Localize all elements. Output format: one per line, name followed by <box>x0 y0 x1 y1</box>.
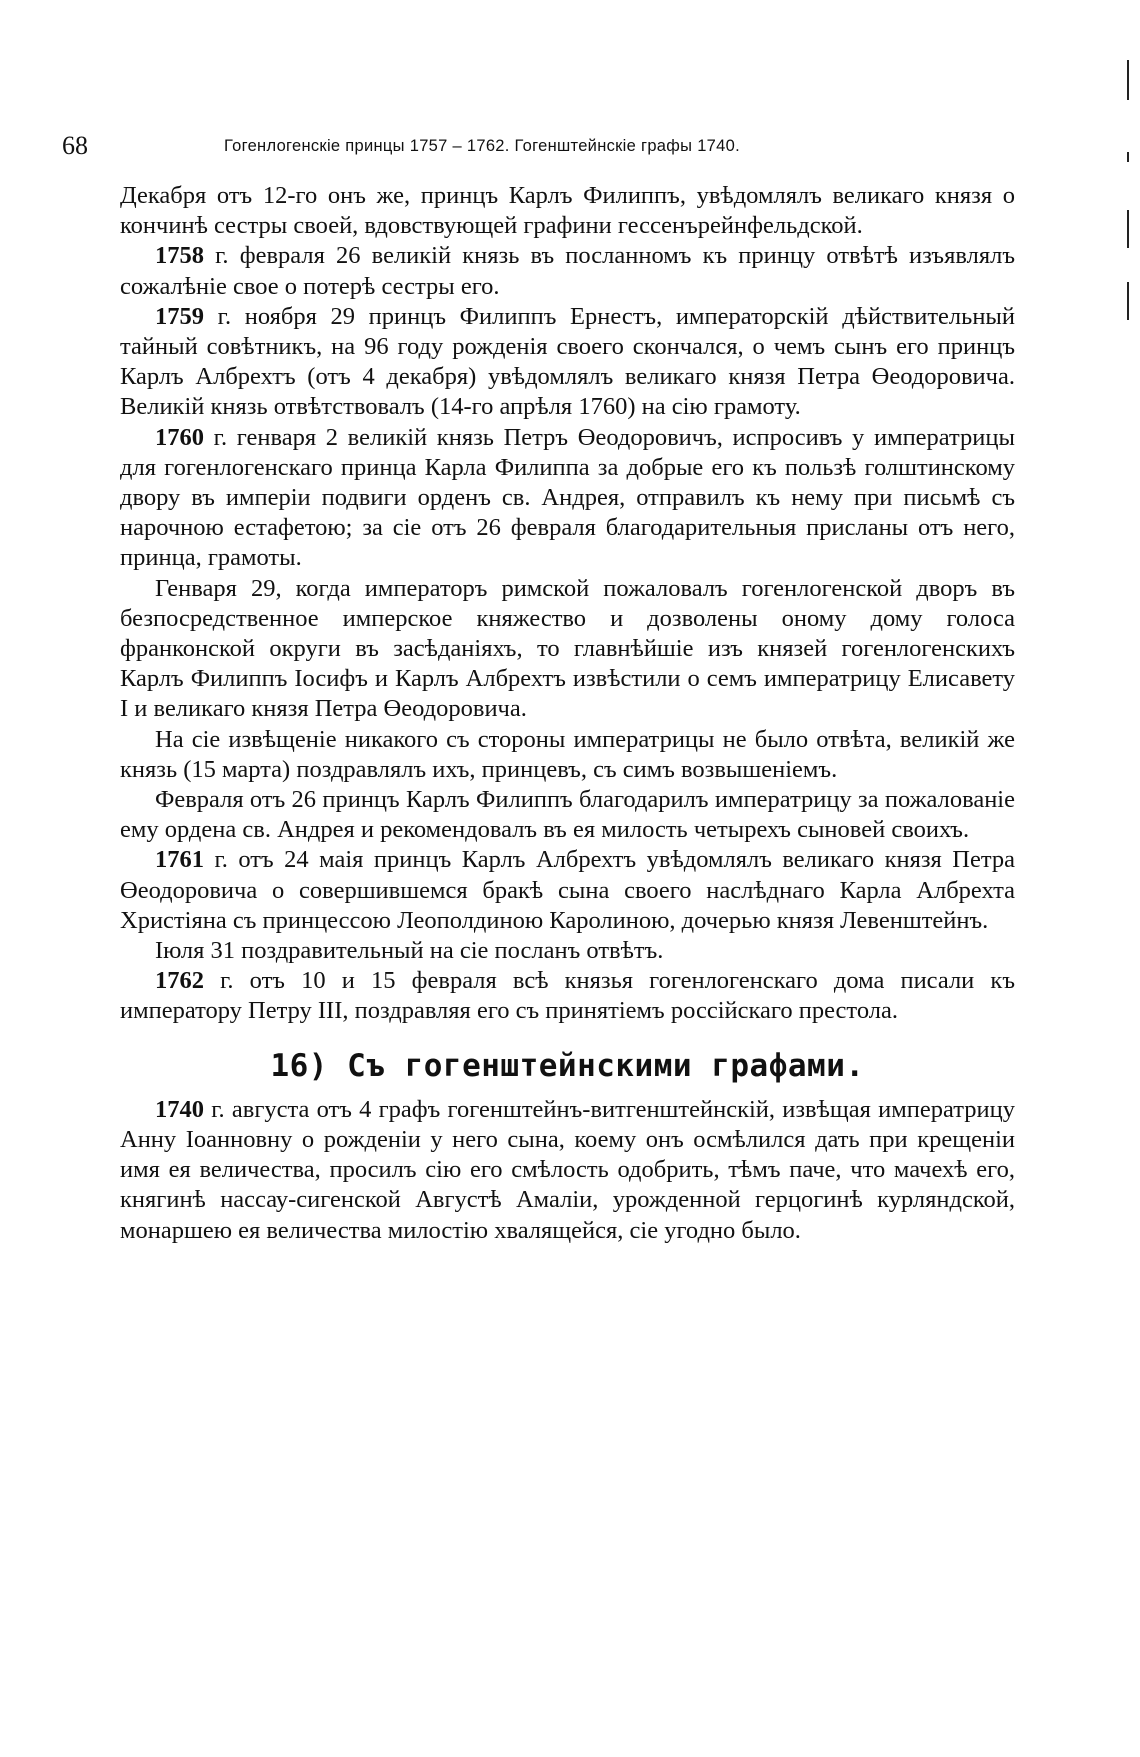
paragraph-text: На сіе извѣщеніе никакого съ стороны императрицы не было отвѣта, великій же князь (15 марта) поздравлялъ ихъ, принцевъ, съ симъ возвышеніемъ. <box>120 725 1015 783</box>
paragraph-text: г. отъ 10 и 15 февраля всѣ князья гогенлогенскаго дома писали къ императору Петру III, поздравляя его съ принятіемъ россійскаго престола. <box>120 967 1015 1025</box>
page-header <box>62 130 1052 162</box>
paragraph-text: Іюля 31 поздравительный на сіе посланъ отвѣтъ. <box>155 937 664 965</box>
page-number: 68 <box>62 131 88 160</box>
paragraph <box>120 181 1015 241</box>
year-label: 1762 <box>155 967 204 995</box>
paragraph <box>120 302 1015 423</box>
paragraph-text: г. генваря 2 великій князь Петръ Өеодоровичъ, испросивъ у императрицы для гогенлогенскаго принца Карла Филиппа за добрые его къ пользѣ голштинскому двору въ имперіи подвиги орденъ св. Андрея, отправилъ къ нему при письмѣ съ нарочною естафетою; за сіе отъ 26 февраля благодарительныя присланы отъ него, принца, грамоты. <box>120 423 1015 572</box>
paragraph-text: г. февраля 26 великій князь въ посланномъ къ принцу отвѣтѣ изъявлялъ сожалѣніе свое о потерѣ сестры его. <box>120 242 1015 300</box>
paragraph <box>120 241 1015 301</box>
paragraph <box>120 423 1015 574</box>
paragraph <box>120 725 1015 785</box>
body-text <box>120 181 1015 1246</box>
year-label: 1760 <box>155 423 204 451</box>
margin-marks <box>1125 60 1131 320</box>
paragraph <box>120 936 1015 966</box>
paragraph-text: г. ноября 29 принцъ Филиппъ Ернестъ, императорскій дѣйствительный тайный совѣтникъ, на 96 году рожденія своего скончался, о чемъ сынъ его принцъ Карлъ Албрехтъ (отъ 4 декабря) увѣдомлялъ великаго князя Петра Өеодоровича. Великій князь отвѣтствовалъ (14-го апрѣля 1760) на сію грамоту. <box>120 302 1015 421</box>
section-heading: 16) Съ гогенштейнскими графами. <box>270 1047 865 1084</box>
paragraph-text: г. отъ 24 маія принцъ Карлъ Албрехтъ увѣдомлялъ великаго князя Петра Өеодоровича о совершившемся бракѣ сына своего наслѣднаго Карла Албрехта Христіяна съ принцессою Леополдиною Каролиною, дочерью князя Левенштейнъ. <box>120 846 1015 934</box>
year-label: 1761 <box>155 846 204 874</box>
paragraph-text: Генваря 29, когда императоръ римской пожаловалъ гогенлогенской дворъ въ безпосредственное имперское княжество и дозволены оному дому голоса франконской округи въ засѣданіяхъ, то главнѣйшіе изъ князей гогенлогенскихъ Карлъ Филиппъ Іосифъ и Карлъ Албрехтъ извѣстили о семъ императрицу Елисавету I и великаго князя Петра Өеодоровича. <box>120 574 1015 723</box>
year-label: 1740 <box>155 1095 204 1123</box>
year-label: 1759 <box>155 302 204 330</box>
running-head: Гогенлогенскіе принцы 1757 – 1762. Гогенштейнскіе графы 1740. <box>224 137 740 155</box>
paragraph <box>120 574 1015 725</box>
paragraph <box>120 845 1015 936</box>
paragraph <box>120 785 1015 845</box>
paragraph-text: Февраля отъ 26 принцъ Карлъ Филиппъ благодарилъ императрицу за пожалованіе ему ордена св. Андрея и рекомендовалъ въ ея милость четырехъ сыновей своихъ. <box>120 786 1015 844</box>
paragraph <box>120 966 1015 1026</box>
year-label: 1758 <box>155 242 204 270</box>
paragraph <box>120 1095 1015 1246</box>
paragraph-text: г. августа отъ 4 графъ гогенштейнъ-витгенштейнскій, извѣщая императрицу Анну Іоанновну о рожденіи у него сына, коему онъ осмѣлился дать при крещеніи имя ея величества, просилъ сію его смѣлость одобрить, тѣмъ паче, что мачехѣ его, княгинѣ нассау-сигенской Августѣ Амаліи, урожденной герцогинѣ курляндской, монаршею ея величества милостію хвалящейся, сіе угодно было. <box>120 1095 1015 1244</box>
paragraph-text: Декабря отъ 12-го онъ же, принцъ Карлъ Филиппъ, увѣдомлялъ великаго князя о кончинѣ сестры своей, вдовствующей графини гессенърейнфельдской. <box>120 182 1015 240</box>
